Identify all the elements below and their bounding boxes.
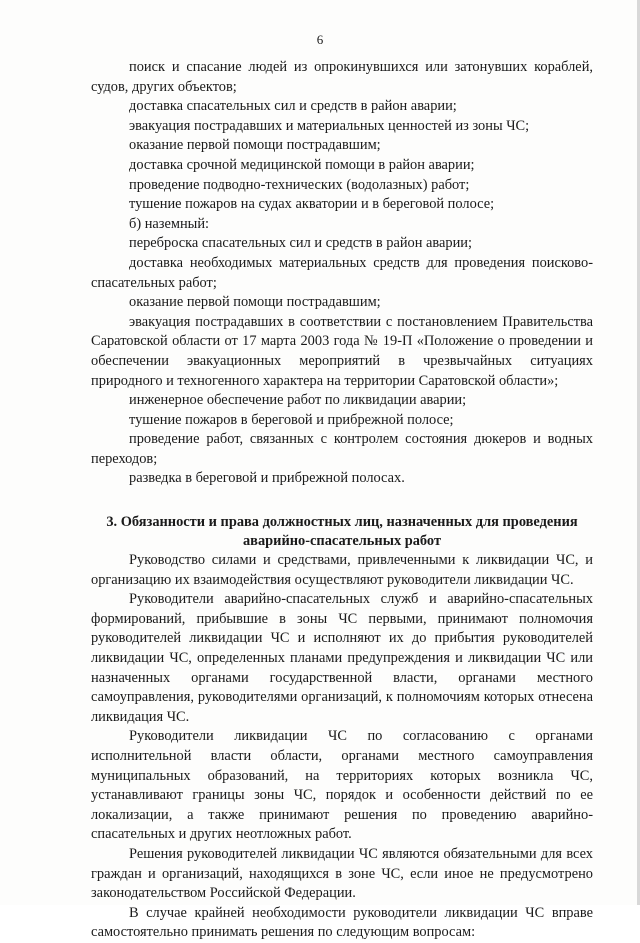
paragraph: эвакуация пострадавших и материальных ценностей из зоны ЧС; xyxy=(129,117,530,134)
paragraph: Руководители аварийно-спасательных служб и аварийно-спасательных формирований, прибывшие в зоны ЧС первыми, принимают полномочия руководителей ликвидации ЧС и исполняют их до прибытия руководителей ликвидации ЧС, определенных планами предупреждения и ликвидации ЧС или назначенных органами государственной власти, органами местного самоуправления, руководителями организаций, к полномочиям которых отнесена ликвидация ЧС. xyxy=(91,591,593,725)
paragraph: тушение пожаров на судах акватории и в береговой полосе; xyxy=(129,196,495,213)
paragraph: проведение работ, связанных с контролем состояния дюкеров и водных переходов; xyxy=(91,431,593,467)
paragraph: проведение подводно-технических (водолазных) работ; xyxy=(129,176,470,193)
paragraph: оказание первой помощи пострадавшим; xyxy=(129,137,381,154)
paragraph: инженерное обеспечение работ по ликвидации аварии; xyxy=(129,392,467,409)
paragraph: б) наземный: xyxy=(129,215,210,232)
paragraph: поиск и спасание людей из опрокинувшихся или затонувших кораблей, судов, других объектов; xyxy=(91,59,593,95)
paragraph: Решения руководителей ликвидации ЧС являются обязательными для всех граждан и организаций, находящихся в зоне ЧС, если иное не предусмотрено законодательством Российской Федерации. xyxy=(91,845,593,902)
paragraph: В случае крайней необходимости руководители ликвидации ЧС вправе самостоятельно принимать решения по следующим вопросам: xyxy=(91,904,593,941)
paragraph: Руководители ликвидации ЧС по согласованию с органами исполнительной власти области, органами местного самоуправления муниципальных образований, на территориях которых возникла ЧС, устанавливают границы зоны ЧС, порядок и особенности действий по ее локализации, а также принимают решения по проведению аварийно-спасательных и других неотложных работ. xyxy=(91,728,593,843)
paragraph: тушение пожаров в береговой и прибрежной полосе; xyxy=(129,411,454,428)
paragraph: переброска спасательных сил и средств в район аварии; xyxy=(129,235,473,252)
paragraph: доставка необходимых материальных средств для проведения поисково-спасательных работ; xyxy=(91,254,593,291)
section-heading xyxy=(91,513,593,551)
section-heading-line-2: аварийно-спасательных работ xyxy=(242,533,442,550)
section-heading-line-1: 3. Обязанности и права должностных лиц, назначенных для проведения xyxy=(106,514,578,531)
paragraph: доставка спасательных сил и средств в район аварии; xyxy=(129,98,457,115)
paragraph: разведка в береговой и прибрежной полосах. xyxy=(129,470,405,487)
document-body xyxy=(91,58,593,943)
paragraph: эвакуация пострадавших в соответствии с постановлением Правительства Саратовской области от 17 марта 2003 года № 19-П «Положение о проведении и обеспечении эвакуационных мероприятий в чрезвычайных ситуациях природного и техногенного характера на территории Саратовской области»; xyxy=(91,313,593,389)
paragraph: оказание первой помощи пострадавшим; xyxy=(129,294,381,311)
paragraph: Руководство силами и средствами, привлеченными к ликвидации ЧС, и организацию их взаимодействия осуществляют руководители ликвидации ЧС. xyxy=(91,552,593,588)
page-number: 6 xyxy=(316,32,324,47)
paragraph: доставка срочной медицинской помощи в район аварии; xyxy=(129,156,475,173)
